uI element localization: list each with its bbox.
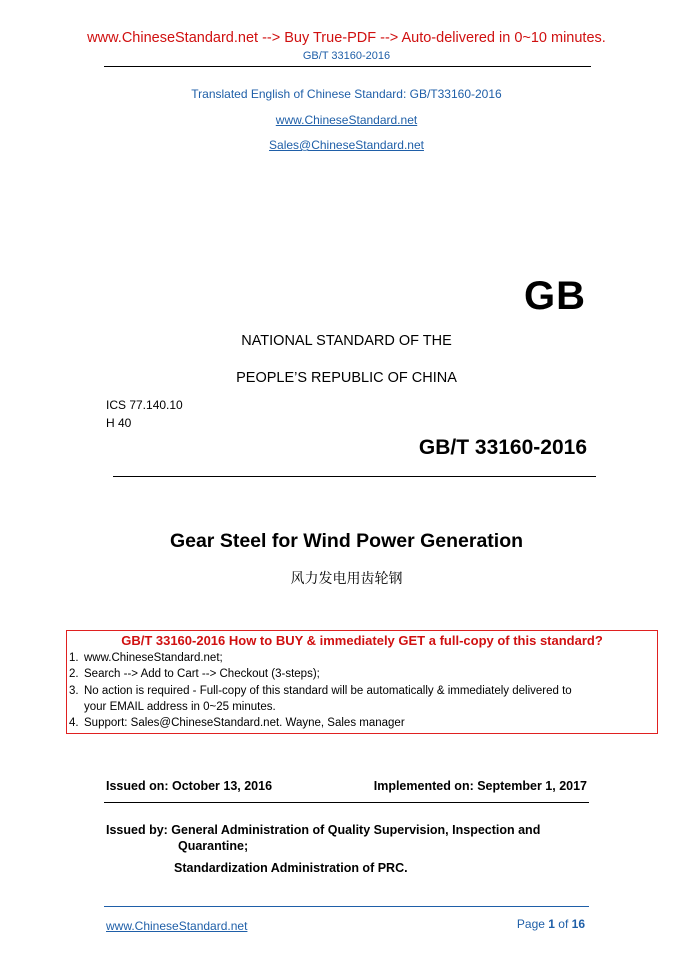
national-standard-line2: PEOPLE’S REPUBLIC OF CHINA xyxy=(236,370,457,386)
email-link-wrap xyxy=(0,136,693,154)
current-page: 1 xyxy=(548,917,555,931)
banner-link[interactable]: www.ChineseStandard.net --> Buy True-PDF --> Auto-delivered in 0~10 minutes. xyxy=(87,30,606,46)
standard-code: GB/T 33160-2016 xyxy=(418,436,587,459)
buy-step-text: Search --> Add to Cart --> Checkout (3-steps); xyxy=(84,668,320,680)
issued-date: Issued on: October 13, 2016 xyxy=(106,779,273,793)
implemented-date: Implemented on: September 1, 2017 xyxy=(373,779,587,793)
h-code: H 40 xyxy=(106,416,132,430)
gb-mark: GB xyxy=(524,274,586,318)
ics-code: ICS 77.140.10 xyxy=(106,398,183,412)
buy-step: 4. Support: Sales@ChineseStandard.net. Wayne, Sales manager xyxy=(69,717,405,729)
header-divider xyxy=(104,66,591,67)
buy-box-title: GB/T 33160-2016 How to BUY & immediately GET a full-copy of this standard? xyxy=(121,633,603,648)
buy-step: 1. www.ChineseStandard.net; xyxy=(69,652,223,664)
footer-website-wrap xyxy=(106,917,247,935)
issuer-line3: Standardization Administration of PRC. xyxy=(174,861,408,875)
standard-divider xyxy=(113,476,596,477)
footer-divider xyxy=(104,906,589,907)
buy-instructions-box xyxy=(66,630,658,734)
buy-step: 3. No action is required - Full-copy of this standard will be automatically & immediately delivered to xyxy=(69,685,572,697)
buy-step-text: Support: Sales@ChineseStandard.net. Wayne, Sales manager xyxy=(84,717,405,729)
buy-step-text: No action is required - Full-copy of this standard will be automatically & immediately delivered to xyxy=(84,685,572,697)
translated-note: Translated English of Chinese Standard: GB/T33160-2016 xyxy=(191,87,502,101)
website-link[interactable]: www.ChineseStandard.net xyxy=(275,113,418,127)
buy-step-text: your EMAIL address in 0~25 minutes. xyxy=(84,701,276,713)
email-link[interactable]: Sales@ChineseStandard.net xyxy=(269,138,424,152)
document-title: Gear Steel for Wind Power Generation xyxy=(169,530,524,552)
page-indicator: Page 1 of 16 xyxy=(516,917,585,931)
document-title-chinese: 风力发电用齿轮钢 xyxy=(290,571,403,587)
issuer-line2: Quarantine; xyxy=(178,839,249,853)
total-pages: 16 xyxy=(571,917,585,931)
national-standard-line1: NATIONAL STANDARD OF THE xyxy=(241,333,452,349)
buy-step-text[interactable]: www.ChineseStandard.net; xyxy=(84,652,223,664)
dates-divider xyxy=(104,802,589,803)
buy-step xyxy=(69,701,276,713)
issuer-line1: Issued by: General Administration of Quality Supervision, Inspection and xyxy=(106,823,541,837)
website-link-wrap xyxy=(0,111,693,129)
header-standard-code: GB/T 33160-2016 xyxy=(302,50,391,62)
footer-website-link[interactable]: www.ChineseStandard.net xyxy=(106,919,248,933)
buy-step: 2. Search --> Add to Cart --> Checkout (3-steps); xyxy=(69,668,320,680)
